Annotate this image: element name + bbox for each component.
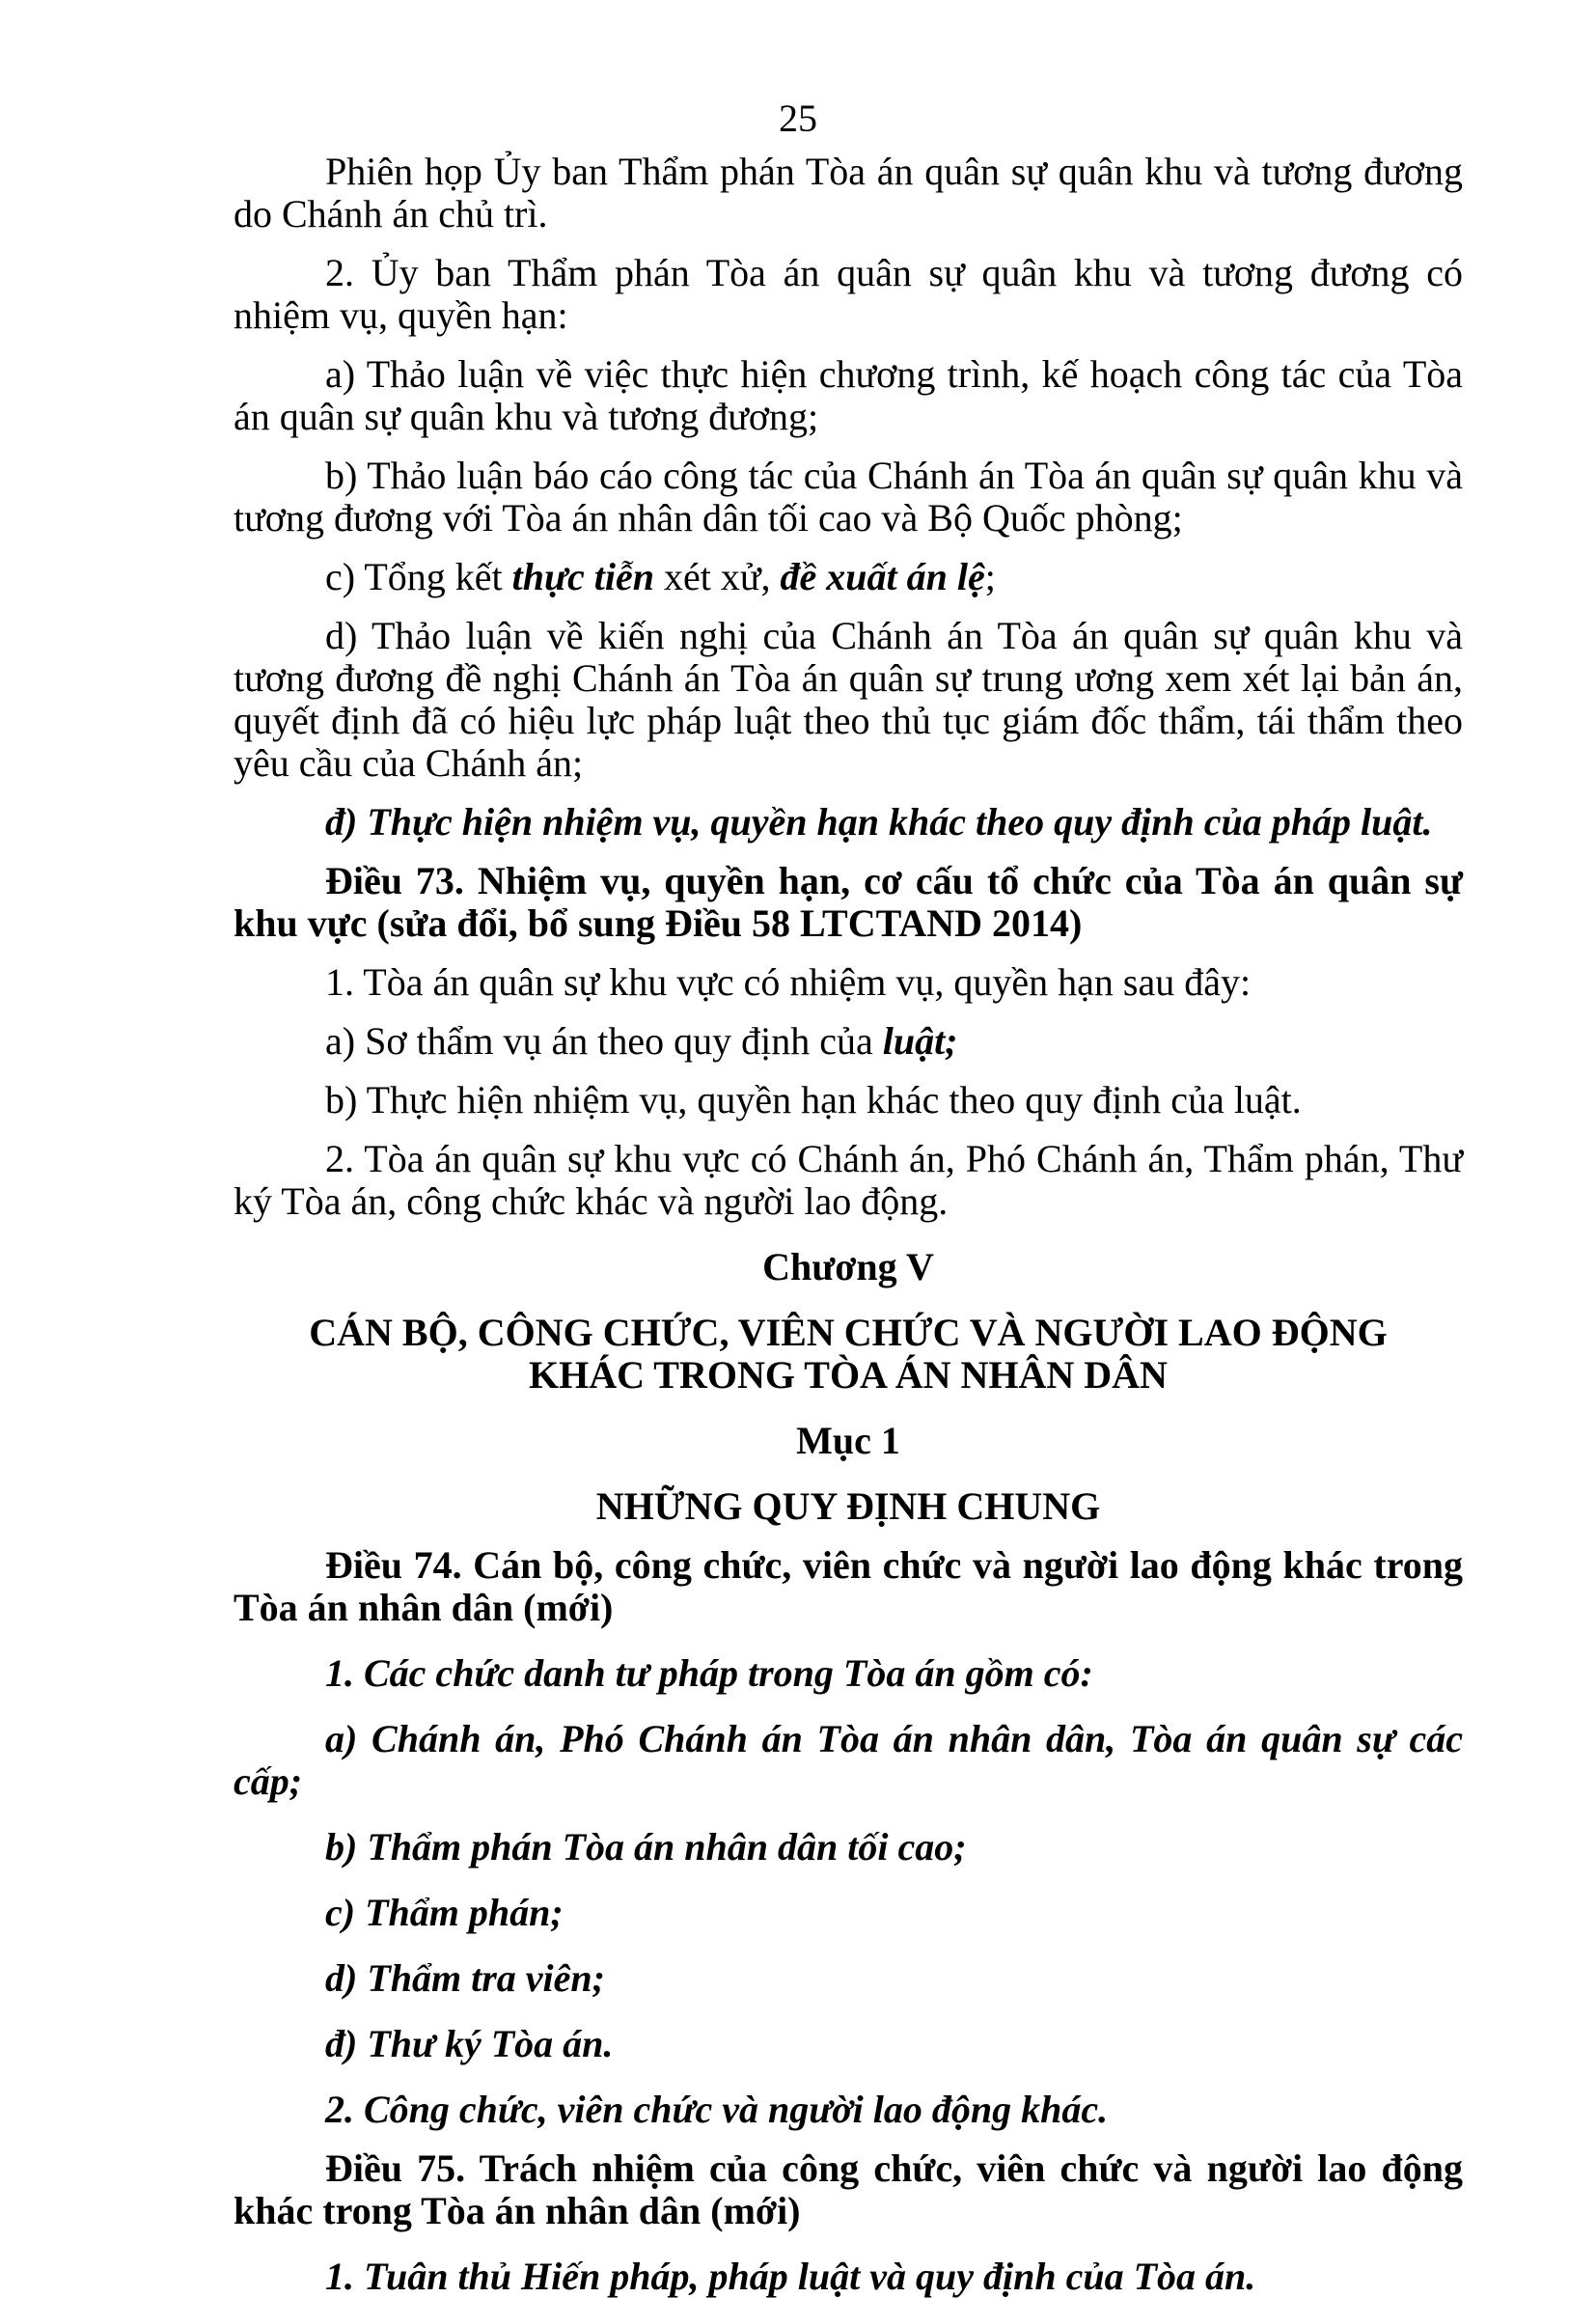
page-number: 25 [779,97,817,140]
paragraph-emphasis: đ) Thực hiện nhiệm vụ, quyền hạn khác theo quy định của pháp luật. [325,800,1433,844]
chapter-title-line: CÁN BỘ, CÔNG CHỨC, VIÊN CHỨC VÀ NGƯỜI LAO ĐỘNG [309,1311,1388,1354]
list-item: b) Thẩm phán Tòa án nhân dân tối cao; [325,1825,967,1869]
text-run: a) Sơ thẩm vụ án theo quy định của [325,1019,883,1063]
article-heading-74: Điều 74. Cán bộ, công chức, viên chức và người lao động khác trong Tòa án nhân dân (mới) [234,1543,1463,1629]
paragraph: b) Thực hiện nhiệm vụ, quyền hạn khác theo quy định của luật. [325,1078,1302,1121]
list-item: 2. Công chức, viên chức và người lao động khác. [325,2088,1109,2131]
emphasis-text: thực tiễn [511,555,654,598]
chapter-heading: Chương V [762,1245,934,1288]
section-title: NHỮNG QUY ĐỊNH CHUNG [595,1484,1101,1528]
emphasis-text: đề xuất án lệ [780,555,985,598]
paragraph: 2. Tòa án quân sự khu vực có Chánh án, Phó Chánh án, Thẩm phán, Thư ký Tòa án, công chức khác và người lao động. [234,1137,1463,1223]
paragraph: 1. Tòa án quân sự khu vực có nhiệm vụ, quyền hạn sau đây: [325,960,1252,1004]
paragraph: a) Thảo luận về việc thực hiện chương trình, kế hoạch công tác của Tòa án quân sự quân khu và tương đương; [234,352,1463,438]
list-item: c) Thẩm phán; [325,1891,564,1934]
article-heading-75: Điều 75. Trách nhiệm của công chức, viên chức và người lao động khác trong Tòa án nhân dân (mới) [234,2146,1463,2232]
paragraph: b) Thảo luận báo cáo công tác của Chánh án Tòa án quân sự quân khu và tương đương với Tòa án nhân dân tối cao và Bộ Quốc phòng; [234,454,1463,540]
section-heading: Mục 1 [796,1419,900,1462]
paragraph [234,1020,1463,1063]
list-item: a) Chánh án, Phó Chánh án Tòa án nhân dân, Tòa án quân sự các cấp; [234,1717,1463,1803]
list-item: 1. Tuân thủ Hiến pháp, pháp luật và quy định của Tòa án. [325,2255,1256,2298]
chapter-title [234,1312,1463,1397]
paragraph: d) Thảo luận về kiến nghị của Chánh án Tòa án quân sự quân khu và tương đương đề nghị Chánh án Tòa án quân sự trung ương xem xét lại bản án, quyết định đã có hiệu lực pháp luật theo thủ tục giám đốc thẩm, tái thẩm theo yêu cầu của Chánh án; [234,614,1463,785]
paragraph: Phiên họp Ủy ban Thẩm phán Tòa án quân sự quân khu và tương đương do Chánh án chủ trì. [234,150,1463,235]
text-run: c) Tổng kết [325,555,512,598]
paragraph [234,556,1463,598]
list-item: 1. Các chức danh tư pháp trong Tòa án gồm có: [325,1651,1093,1695]
chapter-title-line: KHÁC TRONG TÒA ÁN NHÂN DÂN [529,1353,1168,1397]
emphasis-text: luật; [882,1019,958,1063]
text-run: ; [984,555,996,598]
list-item: đ) Thư ký Tòa án. [325,2022,614,2065]
page-content [234,151,1463,2298]
paragraph: 2. Ủy ban Thẩm phán Tòa án quân sự quân khu và tương đương có nhiệm vụ, quyền hạn: [234,251,1463,337]
text-run: xét xử, [653,555,781,598]
list-item: d) Thẩm tra viên; [325,1956,605,2000]
article-heading-73: Điều 73. Nhiệm vụ, quyền hạn, cơ cấu tổ chức của Tòa án quân sự khu vực (sửa đổi, bổ sung Điều 58 LTCTAND 2014) [234,859,1463,945]
